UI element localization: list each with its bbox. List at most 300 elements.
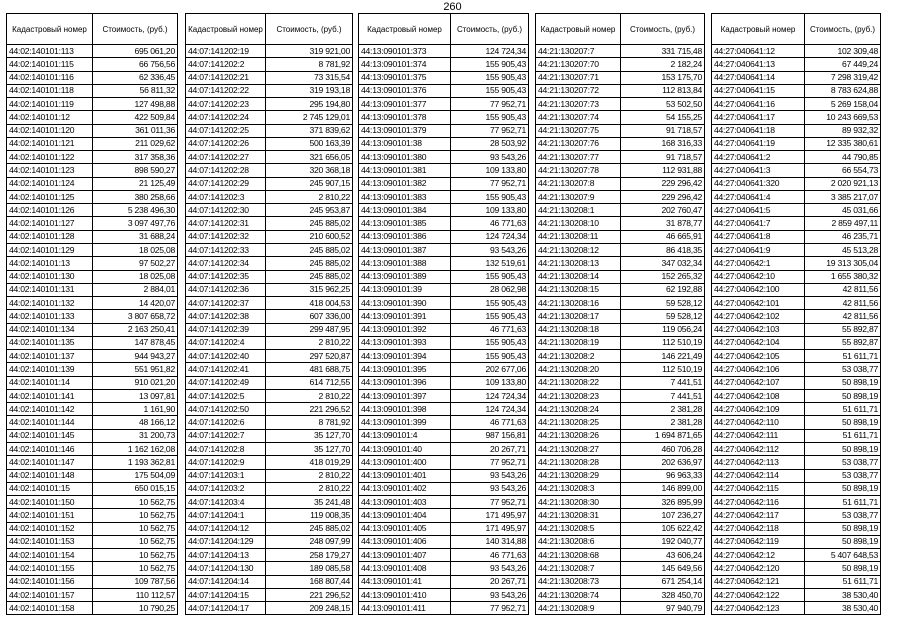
cost-cell: 62 192,88 [621, 283, 705, 296]
cadastral-number-cell: 44:27:040642:120 [712, 562, 805, 575]
cost-cell: 10 243 669,53 [805, 111, 881, 124]
table-row [7, 204, 178, 217]
table-row [359, 323, 529, 336]
cost-cell: 28 503,92 [451, 137, 529, 150]
cadastral-number-cell: 44:07:141202:23 [186, 98, 266, 111]
cadastral-number-cell: 44:02:140101:157 [7, 588, 93, 601]
cadastral-number-cell: 44:02:140101:126 [7, 204, 93, 217]
cadastral-number-cell: 44:07:141204:1 [186, 509, 266, 522]
table-row [7, 84, 178, 97]
cadastral-number-cell: 44:21:130207:74 [536, 111, 621, 124]
cadastral-number-cell: 44:02:140101:137 [7, 350, 93, 363]
table-row [186, 482, 353, 495]
cost-cell: 44 790,85 [805, 151, 881, 164]
table-row [359, 45, 529, 58]
table-row [712, 522, 881, 535]
cadastral-number-cell: 44:27:040642:114 [712, 469, 805, 482]
cost-cell: 77 952,71 [451, 98, 529, 111]
cost-cell: 171 495,97 [451, 522, 529, 535]
cost-cell: 5 238 496,30 [93, 204, 178, 217]
cadastral-number-cell: 44:02:140101:147 [7, 456, 93, 469]
cost-cell: 18 025,08 [93, 243, 178, 256]
table-row [359, 177, 529, 190]
cost-cell: 93 543,26 [451, 562, 529, 575]
page-number: 260 [443, 1, 462, 13]
table-row [186, 124, 353, 137]
cost-cell: 317 358,36 [93, 151, 178, 164]
cadastral-number-cell: 44:27:040641:7 [712, 217, 805, 230]
cadastral-number-cell: 44:21:130207:8 [536, 177, 621, 190]
cost-cell: 91 718,57 [621, 151, 705, 164]
cadastral-number-cell: 44:27:040641:13 [712, 58, 805, 71]
cadastral-number-cell: 44:13:090101:386 [359, 230, 451, 243]
table-row [536, 376, 705, 389]
cadastral-number-cell: 44:07:141203:1 [186, 469, 266, 482]
cadastral-number-cell: 44:21:130208:11 [536, 230, 621, 243]
cost-cell: 86 418,35 [621, 243, 705, 256]
cost-cell: 189 085,58 [266, 562, 353, 575]
cadastral-number-cell: 44:13:090101:4 [359, 429, 451, 442]
table-row [359, 204, 529, 217]
cost-cell: 10 562,75 [93, 509, 178, 522]
cost-cell: 119 008,35 [266, 509, 353, 522]
cost-cell: 2 884,01 [93, 283, 178, 296]
cost-cell: 53 502,50 [621, 98, 705, 111]
table-row [536, 389, 705, 402]
cadastral-number-cell: 44:27:040641:17 [712, 111, 805, 124]
cadastral-number-cell: 44:27:040642:111 [712, 429, 805, 442]
cost-cell: 45 513,28 [805, 243, 881, 256]
table-row [7, 257, 178, 270]
table-row [186, 456, 353, 469]
table-row [186, 137, 353, 150]
cadastral-number-cell: 44:21:130207:70 [536, 58, 621, 71]
cost-cell: 2 020 921,13 [805, 177, 881, 190]
cost-cell: 155 905,43 [451, 310, 529, 323]
cadastral-number-cell: 44:13:090101:392 [359, 323, 451, 336]
table-row [712, 403, 881, 416]
cost-cell: 221 296,52 [266, 403, 353, 416]
cadastral-number-cell: 44:07:141202:29 [186, 177, 266, 190]
table-row [712, 98, 881, 111]
cost-cell: 168 807,44 [266, 575, 353, 588]
table-row [186, 45, 353, 58]
table-row [186, 297, 353, 310]
cost-cell: 20 267,71 [451, 575, 529, 588]
cost-cell: 96 963,33 [621, 469, 705, 482]
cadastral-number-cell: 44:07:141202:32 [186, 230, 266, 243]
cadastral-number-cell: 44:27:040642:1 [712, 257, 805, 270]
table-row [7, 217, 178, 230]
cost-cell: 54 155,25 [621, 111, 705, 124]
cost-cell: 51 611,71 [805, 496, 881, 509]
cadastral-number-cell: 44:21:130208:20 [536, 363, 621, 376]
table-row [712, 137, 881, 150]
table-row [712, 151, 881, 164]
cadastral-number-cell: 44:21:130208:31 [536, 509, 621, 522]
table-row [359, 217, 529, 230]
cost-cell: 2 810,22 [266, 482, 353, 495]
table-row [536, 469, 705, 482]
cadastral-number-cell: 44:21:130207:9 [536, 190, 621, 203]
cadastral-number-cell: 44:21:130208:14 [536, 270, 621, 283]
table-row [359, 509, 529, 522]
header-cost: Стоимость, (руб.) [451, 14, 529, 45]
cadastral-number-cell: 44:21:130208:73 [536, 575, 621, 588]
table-row [536, 336, 705, 349]
cadastral-number-cell: 44:21:130208:24 [536, 403, 621, 416]
cadastral-number-cell: 44:21:130208:18 [536, 323, 621, 336]
cadastral-number-cell: 44:27:040642:105 [712, 350, 805, 363]
table-row [7, 270, 178, 283]
cost-cell: 422 509,84 [93, 111, 178, 124]
table-row [186, 111, 353, 124]
cadastral-number-cell: 44:27:040642:116 [712, 496, 805, 509]
cost-cell: 5 269 158,04 [805, 98, 881, 111]
table-row [7, 522, 178, 535]
table-row [536, 323, 705, 336]
cost-cell: 3 385 217,07 [805, 190, 881, 203]
header-cost: Стоимость, (руб.) [93, 14, 178, 45]
table-row [7, 111, 178, 124]
cadastral-number-cell: 44:13:090101:408 [359, 562, 451, 575]
cost-cell: 97 940,79 [621, 602, 705, 615]
cost-cell: 2 859 497,11 [805, 217, 881, 230]
table-row [359, 336, 529, 349]
table-row [536, 429, 705, 442]
cadastral-number-cell: 44:27:040642:106 [712, 363, 805, 376]
cadastral-number-cell: 44:07:141202:39 [186, 323, 266, 336]
cost-cell: 328 450,70 [621, 588, 705, 601]
table-row [359, 310, 529, 323]
cost-cell: 155 905,43 [451, 190, 529, 203]
cost-cell: 50 898,19 [805, 522, 881, 535]
cadastral-number-cell: 44:02:140101:158 [7, 602, 93, 615]
cost-cell: 245 885,02 [266, 257, 353, 270]
cadastral-number-cell: 44:21:130208:6 [536, 535, 621, 548]
cost-cell: 105 622,42 [621, 522, 705, 535]
table-row [712, 389, 881, 402]
cost-cell: 211 029,62 [93, 137, 178, 150]
cadastral-number-cell: 44:27:040641:9 [712, 243, 805, 256]
cost-cell: 319 921,00 [266, 45, 353, 58]
table-row [536, 297, 705, 310]
cadastral-number-cell: 44:02:140101:124 [7, 177, 93, 190]
cost-cell: 50 898,19 [805, 535, 881, 548]
table-row [186, 350, 353, 363]
cost-cell: 155 905,43 [451, 111, 529, 124]
cost-cell: 380 258,66 [93, 190, 178, 203]
cost-cell: 50 898,19 [805, 442, 881, 455]
cost-cell: 109 133,80 [451, 376, 529, 389]
cadastral-number-cell: 44:21:130208:27 [536, 442, 621, 455]
cadastral-number-cell: 44:27:040641:320 [712, 177, 805, 190]
cadastral-number-cell: 44:27:040641:16 [712, 98, 805, 111]
cost-cell: 155 905,43 [451, 336, 529, 349]
cost-cell: 42 811,56 [805, 297, 881, 310]
cadastral-number-cell: 44:27:040642:118 [712, 522, 805, 535]
cadastral-number-cell: 44:13:090101:393 [359, 336, 451, 349]
cost-cell: 35 127,70 [266, 442, 353, 455]
table-row [712, 257, 881, 270]
cadastral-number-cell: 44:27:040642:123 [712, 602, 805, 615]
table-row [7, 297, 178, 310]
cost-cell: 2 182,24 [621, 58, 705, 71]
cadastral-number-cell: 44:02:140101:142 [7, 403, 93, 416]
table-row [712, 509, 881, 522]
cost-cell: 53 038,77 [805, 509, 881, 522]
cadastral-number-cell: 44:02:140101:14 [7, 376, 93, 389]
cadastral-number-cell: 44:21:130208:5 [536, 522, 621, 535]
cadastral-number-cell: 44:21:130208:29 [536, 469, 621, 482]
table-row [359, 575, 529, 588]
cost-cell: 46 665,91 [621, 230, 705, 243]
cadastral-number-cell: 44:13:090101:373 [359, 45, 451, 58]
register-table-2 [185, 13, 353, 615]
cadastral-number-cell: 44:02:140101:133 [7, 310, 93, 323]
cadastral-number-cell: 44:13:090101:395 [359, 363, 451, 376]
cost-cell: 10 562,75 [93, 549, 178, 562]
cadastral-number-cell: 44:07:141204:130 [186, 562, 266, 575]
table-row [186, 230, 353, 243]
header-cadastral-number: Кадастровый номер [712, 14, 805, 45]
cost-cell: 347 032,34 [621, 257, 705, 270]
cadastral-number-cell: 44:27:040642:115 [712, 482, 805, 495]
cost-cell: 107 236,27 [621, 509, 705, 522]
cost-cell: 77 952,71 [451, 124, 529, 137]
table-row [186, 58, 353, 71]
cadastral-number-cell: 44:07:141204:12 [186, 522, 266, 535]
table-row [186, 151, 353, 164]
cost-cell: 147 878,45 [93, 336, 178, 349]
cost-cell: 2 381,28 [621, 416, 705, 429]
cadastral-number-cell: 44:13:090101:383 [359, 190, 451, 203]
cost-cell: 20 267,71 [451, 442, 529, 455]
cost-cell: 910 021,20 [93, 376, 178, 389]
cost-cell: 48 166,12 [93, 416, 178, 429]
table-row [536, 456, 705, 469]
cadastral-number-cell: 44:02:140101:127 [7, 217, 93, 230]
cadastral-number-cell: 44:27:040641:8 [712, 230, 805, 243]
cost-cell: 8 783 624,88 [805, 84, 881, 97]
table-row [536, 177, 705, 190]
cost-cell: 1 694 871,65 [621, 429, 705, 442]
cost-cell: 50 898,19 [805, 482, 881, 495]
header-cadastral-number: Кадастровый номер [186, 14, 266, 45]
table-row [712, 376, 881, 389]
table-row [7, 469, 178, 482]
cadastral-number-cell: 44:21:130208:28 [536, 456, 621, 469]
table-row [7, 45, 178, 58]
table-row [7, 562, 178, 575]
table-row [7, 177, 178, 190]
table-row [7, 442, 178, 455]
cadastral-number-cell: 44:02:140101:156 [7, 575, 93, 588]
cadastral-number-cell: 44:27:040642:113 [712, 456, 805, 469]
cadastral-number-cell: 44:02:140101:121 [7, 137, 93, 150]
table-row [712, 283, 881, 296]
cost-cell: 77 952,71 [451, 496, 529, 509]
cadastral-number-cell: 44:21:130208:25 [536, 416, 621, 429]
cadastral-number-cell: 44:07:141202:25 [186, 124, 266, 137]
cadastral-number-cell: 44:27:040641:5 [712, 204, 805, 217]
cost-cell: 500 163,39 [266, 137, 353, 150]
cadastral-number-cell: 44:07:141204:14 [186, 575, 266, 588]
cadastral-number-cell: 44:13:090101:396 [359, 376, 451, 389]
table-row [7, 549, 178, 562]
cadastral-number-cell: 44:07:141202:50 [186, 403, 266, 416]
cost-cell: 10 790,25 [93, 602, 178, 615]
cost-cell: 127 498,88 [93, 98, 178, 111]
cost-cell: 53 038,77 [805, 363, 881, 376]
table-row [536, 283, 705, 296]
cadastral-number-cell: 44:02:140101:123 [7, 164, 93, 177]
cost-cell: 221 296,52 [266, 588, 353, 601]
cadastral-number-cell: 44:02:140101:134 [7, 323, 93, 336]
table-row [7, 323, 178, 336]
cadastral-number-cell: 44:13:090101:38 [359, 137, 451, 150]
cadastral-number-cell: 44:27:040641:12 [712, 45, 805, 58]
cost-cell: 898 590,27 [93, 164, 178, 177]
table-row [536, 71, 705, 84]
table-row [712, 58, 881, 71]
cost-cell: 50 898,19 [805, 376, 881, 389]
table-row [7, 535, 178, 548]
cadastral-number-cell: 44:02:140101:119 [7, 98, 93, 111]
table-row [186, 522, 353, 535]
cost-cell: 50 898,19 [805, 416, 881, 429]
cost-cell: 35 127,70 [266, 429, 353, 442]
cadastral-number-cell: 44:02:140101:115 [7, 58, 93, 71]
cost-cell: 109 787,56 [93, 575, 178, 588]
table-row [7, 310, 178, 323]
cost-cell: 361 011,36 [93, 124, 178, 137]
table-row [7, 336, 178, 349]
table-row [7, 350, 178, 363]
table-row [186, 469, 353, 482]
cadastral-number-cell: 44:07:141204:17 [186, 602, 266, 615]
cadastral-number-cell: 44:02:140101:116 [7, 71, 93, 84]
cadastral-number-cell: 44:13:090101:398 [359, 403, 451, 416]
table-row [536, 204, 705, 217]
cost-cell: 2 810,22 [266, 389, 353, 402]
cadastral-number-cell: 44:21:130208:2 [536, 350, 621, 363]
table-row [359, 164, 529, 177]
cost-cell: 89 932,32 [805, 124, 881, 137]
table-row [186, 429, 353, 442]
cost-cell: 3 097 497,76 [93, 217, 178, 230]
cadastral-number-cell: 44:07:141203:4 [186, 496, 266, 509]
cadastral-number-cell: 44:21:130208:23 [536, 389, 621, 402]
cost-cell: 93 543,26 [451, 243, 529, 256]
table-row [359, 71, 529, 84]
table-row [712, 575, 881, 588]
cost-cell: 13 097,81 [93, 389, 178, 402]
table-row [7, 137, 178, 150]
cost-cell: 146 899,00 [621, 482, 705, 495]
table-row [186, 363, 353, 376]
cadastral-number-cell: 44:07:141202:2 [186, 58, 266, 71]
cadastral-number-cell: 44:02:140101:118 [7, 84, 93, 97]
table-row [186, 496, 353, 509]
cost-cell: 146 221,49 [621, 350, 705, 363]
table-row [536, 310, 705, 323]
cadastral-number-cell: 44:13:090101:397 [359, 389, 451, 402]
cadastral-number-cell: 44:21:130208:22 [536, 376, 621, 389]
table-row [712, 442, 881, 455]
table-row [712, 164, 881, 177]
header-cadastral-number: Кадастровый номер [7, 14, 93, 45]
cadastral-number-cell: 44:13:090101:385 [359, 217, 451, 230]
cadastral-number-cell: 44:07:141202:9 [186, 456, 266, 469]
cadastral-number-cell: 44:07:141202:21 [186, 71, 266, 84]
cost-cell: 66 554,73 [805, 164, 881, 177]
cost-cell: 7 441,51 [621, 389, 705, 402]
table-row [536, 602, 705, 615]
table-row [536, 509, 705, 522]
register-table-3 [358, 13, 529, 615]
cadastral-number-cell: 44:27:040641:3 [712, 164, 805, 177]
cost-cell: 1 193 362,81 [93, 456, 178, 469]
cadastral-number-cell: 44:13:090101:391 [359, 310, 451, 323]
table-row [536, 270, 705, 283]
table-row [186, 257, 353, 270]
cadastral-number-cell: 44:07:141202:28 [186, 164, 266, 177]
table-row [7, 403, 178, 416]
cadastral-number-cell: 44:07:141202:3 [186, 190, 266, 203]
cost-cell: 55 892,87 [805, 336, 881, 349]
table-row [7, 456, 178, 469]
cost-cell: 102 309,48 [805, 45, 881, 58]
cost-cell: 155 905,43 [451, 71, 529, 84]
cadastral-number-cell: 44:07:141202:41 [186, 363, 266, 376]
table-row [7, 363, 178, 376]
cadastral-number-cell: 44:02:140101:120 [7, 124, 93, 137]
cadastral-number-cell: 44:13:090101:410 [359, 588, 451, 601]
cadastral-number-cell: 44:07:141204:13 [186, 549, 266, 562]
cost-cell: 245 885,02 [266, 243, 353, 256]
cost-cell: 31 688,24 [93, 230, 178, 243]
cadastral-number-cell: 44:02:140101:15 [7, 482, 93, 495]
header-cost: Стоимость, (руб.) [805, 14, 881, 45]
cadastral-number-cell: 44:27:040641:4 [712, 190, 805, 203]
cadastral-number-cell: 44:02:140101:145 [7, 429, 93, 442]
cost-cell: 371 839,62 [266, 124, 353, 137]
table-row [186, 204, 353, 217]
cost-cell: 93 543,26 [451, 151, 529, 164]
cost-cell: 10 562,75 [93, 522, 178, 535]
table-row [359, 535, 529, 548]
cadastral-number-cell: 44:21:130208:9 [536, 602, 621, 615]
cadastral-number-cell: 44:07:141202:34 [186, 257, 266, 270]
cost-cell: 650 015,15 [93, 482, 178, 495]
cadastral-number-cell: 44:21:130207:73 [536, 98, 621, 111]
table-row [712, 482, 881, 495]
cost-cell: 10 562,75 [93, 535, 178, 548]
cost-cell: 229 296,42 [621, 190, 705, 203]
cost-cell: 3 807 658,72 [93, 310, 178, 323]
cadastral-number-cell: 44:13:090101:382 [359, 177, 451, 190]
cadastral-number-cell: 44:02:140101:131 [7, 283, 93, 296]
cost-cell: 31 200,73 [93, 429, 178, 442]
table-row [359, 58, 529, 71]
cadastral-number-cell: 44:13:090101:380 [359, 151, 451, 164]
cost-cell: 12 335 380,61 [805, 137, 881, 150]
table-row [186, 509, 353, 522]
table-row [359, 588, 529, 601]
cost-cell: 93 543,26 [451, 469, 529, 482]
cost-cell: 418 019,29 [266, 456, 353, 469]
